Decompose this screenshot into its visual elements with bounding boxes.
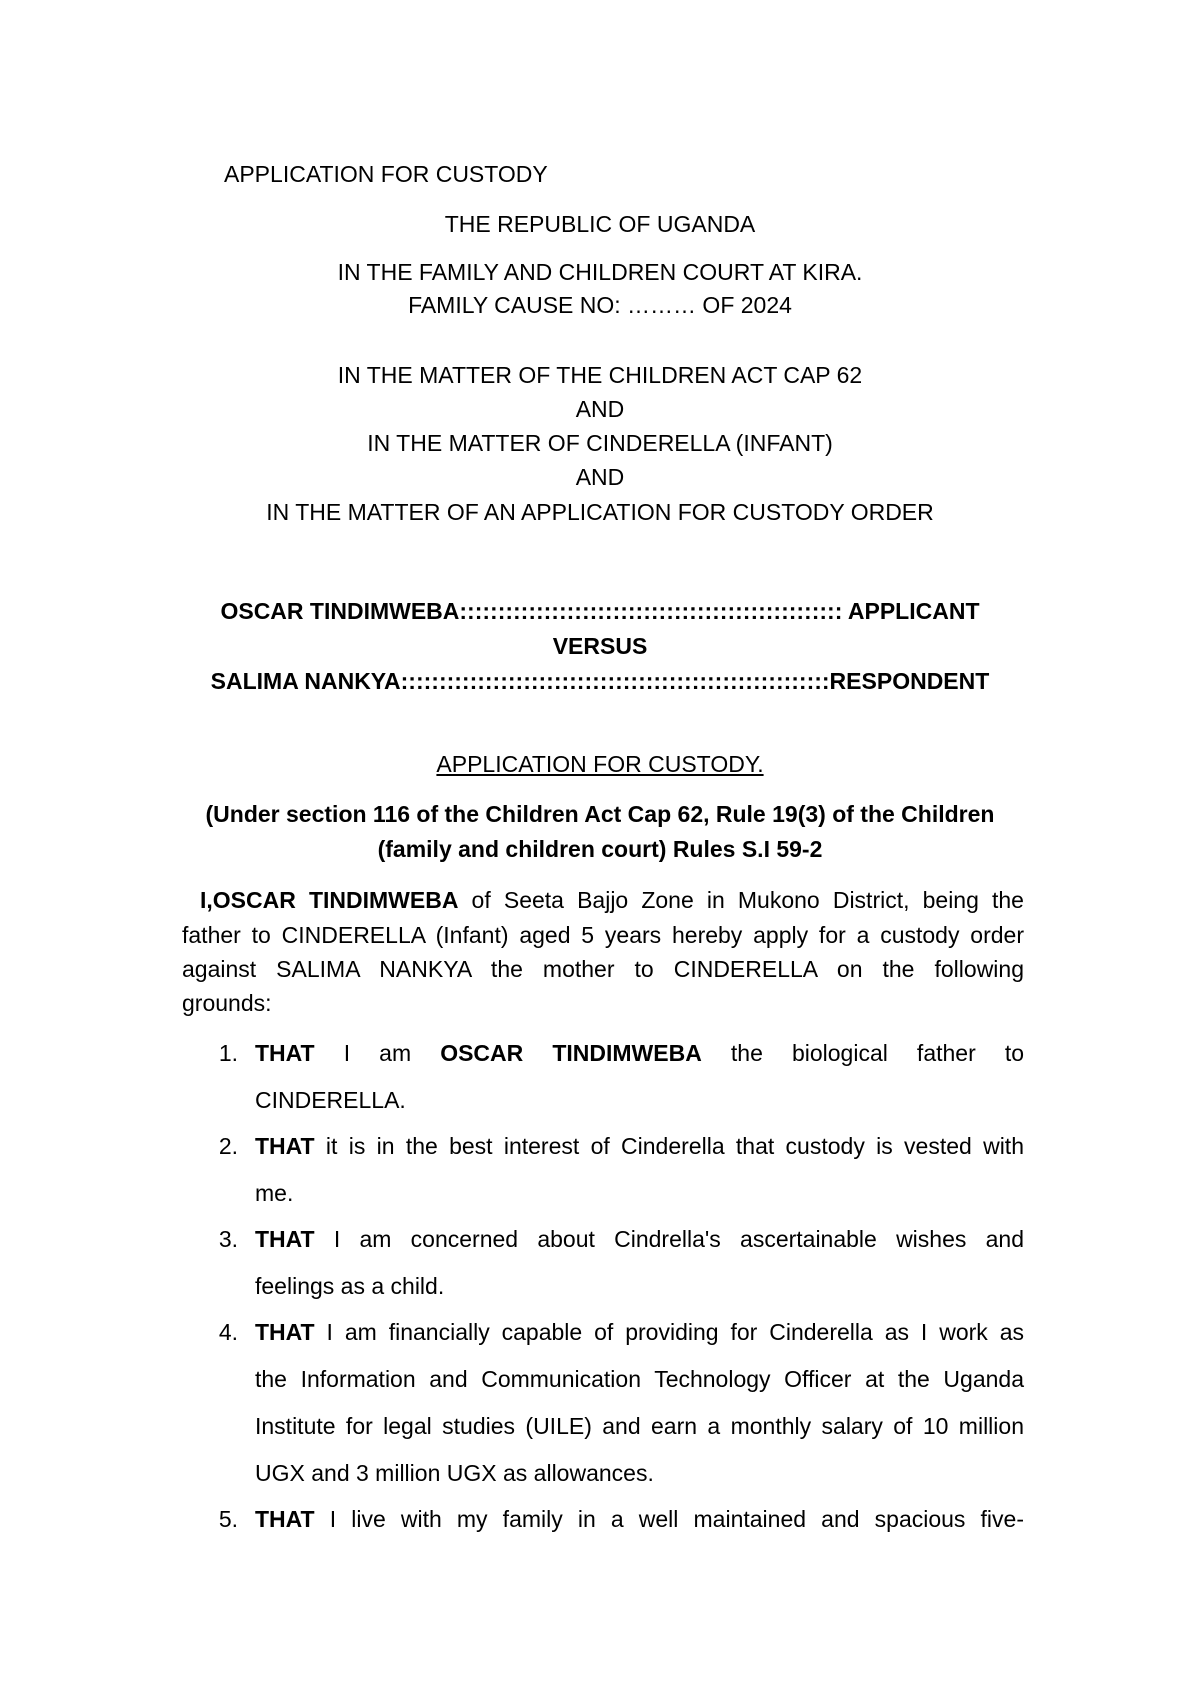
matter-children-act: IN THE MATTER OF THE CHILDREN ACT CAP 62 — [337, 362, 863, 388]
republic-title: THE REPUBLIC OF UGANDA — [444, 211, 756, 237]
ground-4-line-3: Institute for legal studies (UILE) and earn a monthly salary of 10 million — [255, 1413, 1024, 1439]
ground-2-line-2: me. — [255, 1180, 294, 1206]
that-label: THAT — [255, 1040, 315, 1066]
applicant-name: I,OSCAR TINDIMWEBA — [200, 887, 459, 913]
authority-line-2: (family and children court) Rules S.I 59-2 — [377, 836, 823, 862]
and-connector: AND — [575, 464, 625, 490]
ground-1-line-2: CINDERELLA. — [255, 1087, 406, 1113]
top-label: APPLICATION FOR CUSTODY — [224, 161, 548, 187]
matter-custody-order: IN THE MATTER OF AN APPLICATION FOR CUSTODY ORDER — [266, 499, 934, 525]
ground-number: 2. — [218, 1133, 238, 1159]
applicant-line: OSCAR TINDIMWEBA:::::::::::::::::::::::::::::::::::::::::::::::::: APPLICANT — [220, 598, 980, 624]
intro-line-3: against SALIMA NANKYA the mother to CINDERELLA on the following — [182, 956, 1024, 982]
ground-number: 4. — [218, 1319, 238, 1345]
ground-text: I am concerned about Cindrella's ascertainable wishes and — [314, 1226, 1024, 1252]
intro-line-4: grounds: — [182, 990, 272, 1016]
court-title: IN THE FAMILY AND CHILDREN COURT AT KIRA. — [337, 259, 863, 285]
ground-3-line-2: feelings as a child. — [255, 1273, 445, 1299]
application-heading-text: APPLICATION FOR CUSTODY. — [436, 751, 764, 777]
ground-text: I am financially capable of providing for Cinderella as I work as — [314, 1319, 1024, 1345]
ground-2-line-1 — [255, 1132, 1024, 1160]
ground-4-line-1 — [255, 1318, 1024, 1346]
intro-line-1 — [192, 886, 1024, 914]
that-label: THAT — [255, 1506, 315, 1532]
ground-4-line-4: UGX and 3 million UGX as allowances. — [255, 1460, 654, 1486]
ground-4-line-2: the Information and Communication Technology Officer at the Uganda — [255, 1366, 1024, 1392]
respondent-line: SALIMA NANKYA::::::::::::::::::::::::::::::::::::::::::::::::::::::::RESPONDENT — [210, 668, 990, 694]
ground-text: I am — [314, 1040, 441, 1066]
application-heading — [0, 750, 1200, 778]
matter-infant: IN THE MATTER OF CINDERELLA (INFANT) — [367, 430, 833, 456]
applicant-name: OSCAR TINDIMWEBA — [440, 1040, 702, 1066]
ground-text: it is in the best interest of Cinderella that custody is vested with — [314, 1133, 1024, 1159]
ground-text: the biological father to — [701, 1040, 1024, 1066]
ground-number: 3. — [218, 1226, 238, 1252]
ground-3-line-1 — [255, 1225, 1024, 1253]
intro-line-2: father to CINDERELLA (Infant) aged 5 years hereby apply for a custody order — [182, 922, 1024, 948]
versus-label: VERSUS — [552, 633, 648, 659]
authority-line-1: (Under section 116 of the Children Act Cap 62, Rule 19(3) of the Children — [205, 801, 995, 827]
and-connector: AND — [575, 396, 625, 422]
ground-5-line-1 — [255, 1505, 1024, 1533]
ground-1-line-1 — [255, 1039, 1024, 1067]
that-label: THAT — [255, 1319, 315, 1345]
ground-number: 1. — [218, 1040, 238, 1066]
cause-number: FAMILY CAUSE NO: ……… OF 2024 — [408, 292, 792, 318]
that-label: THAT — [255, 1226, 315, 1252]
intro-text: of Seeta Bajjo Zone in Mukono District, being the — [458, 887, 1024, 913]
that-label: THAT — [255, 1133, 315, 1159]
ground-number: 5. — [218, 1506, 238, 1532]
ground-text: I live with my family in a well maintained and spacious five- — [314, 1506, 1024, 1532]
